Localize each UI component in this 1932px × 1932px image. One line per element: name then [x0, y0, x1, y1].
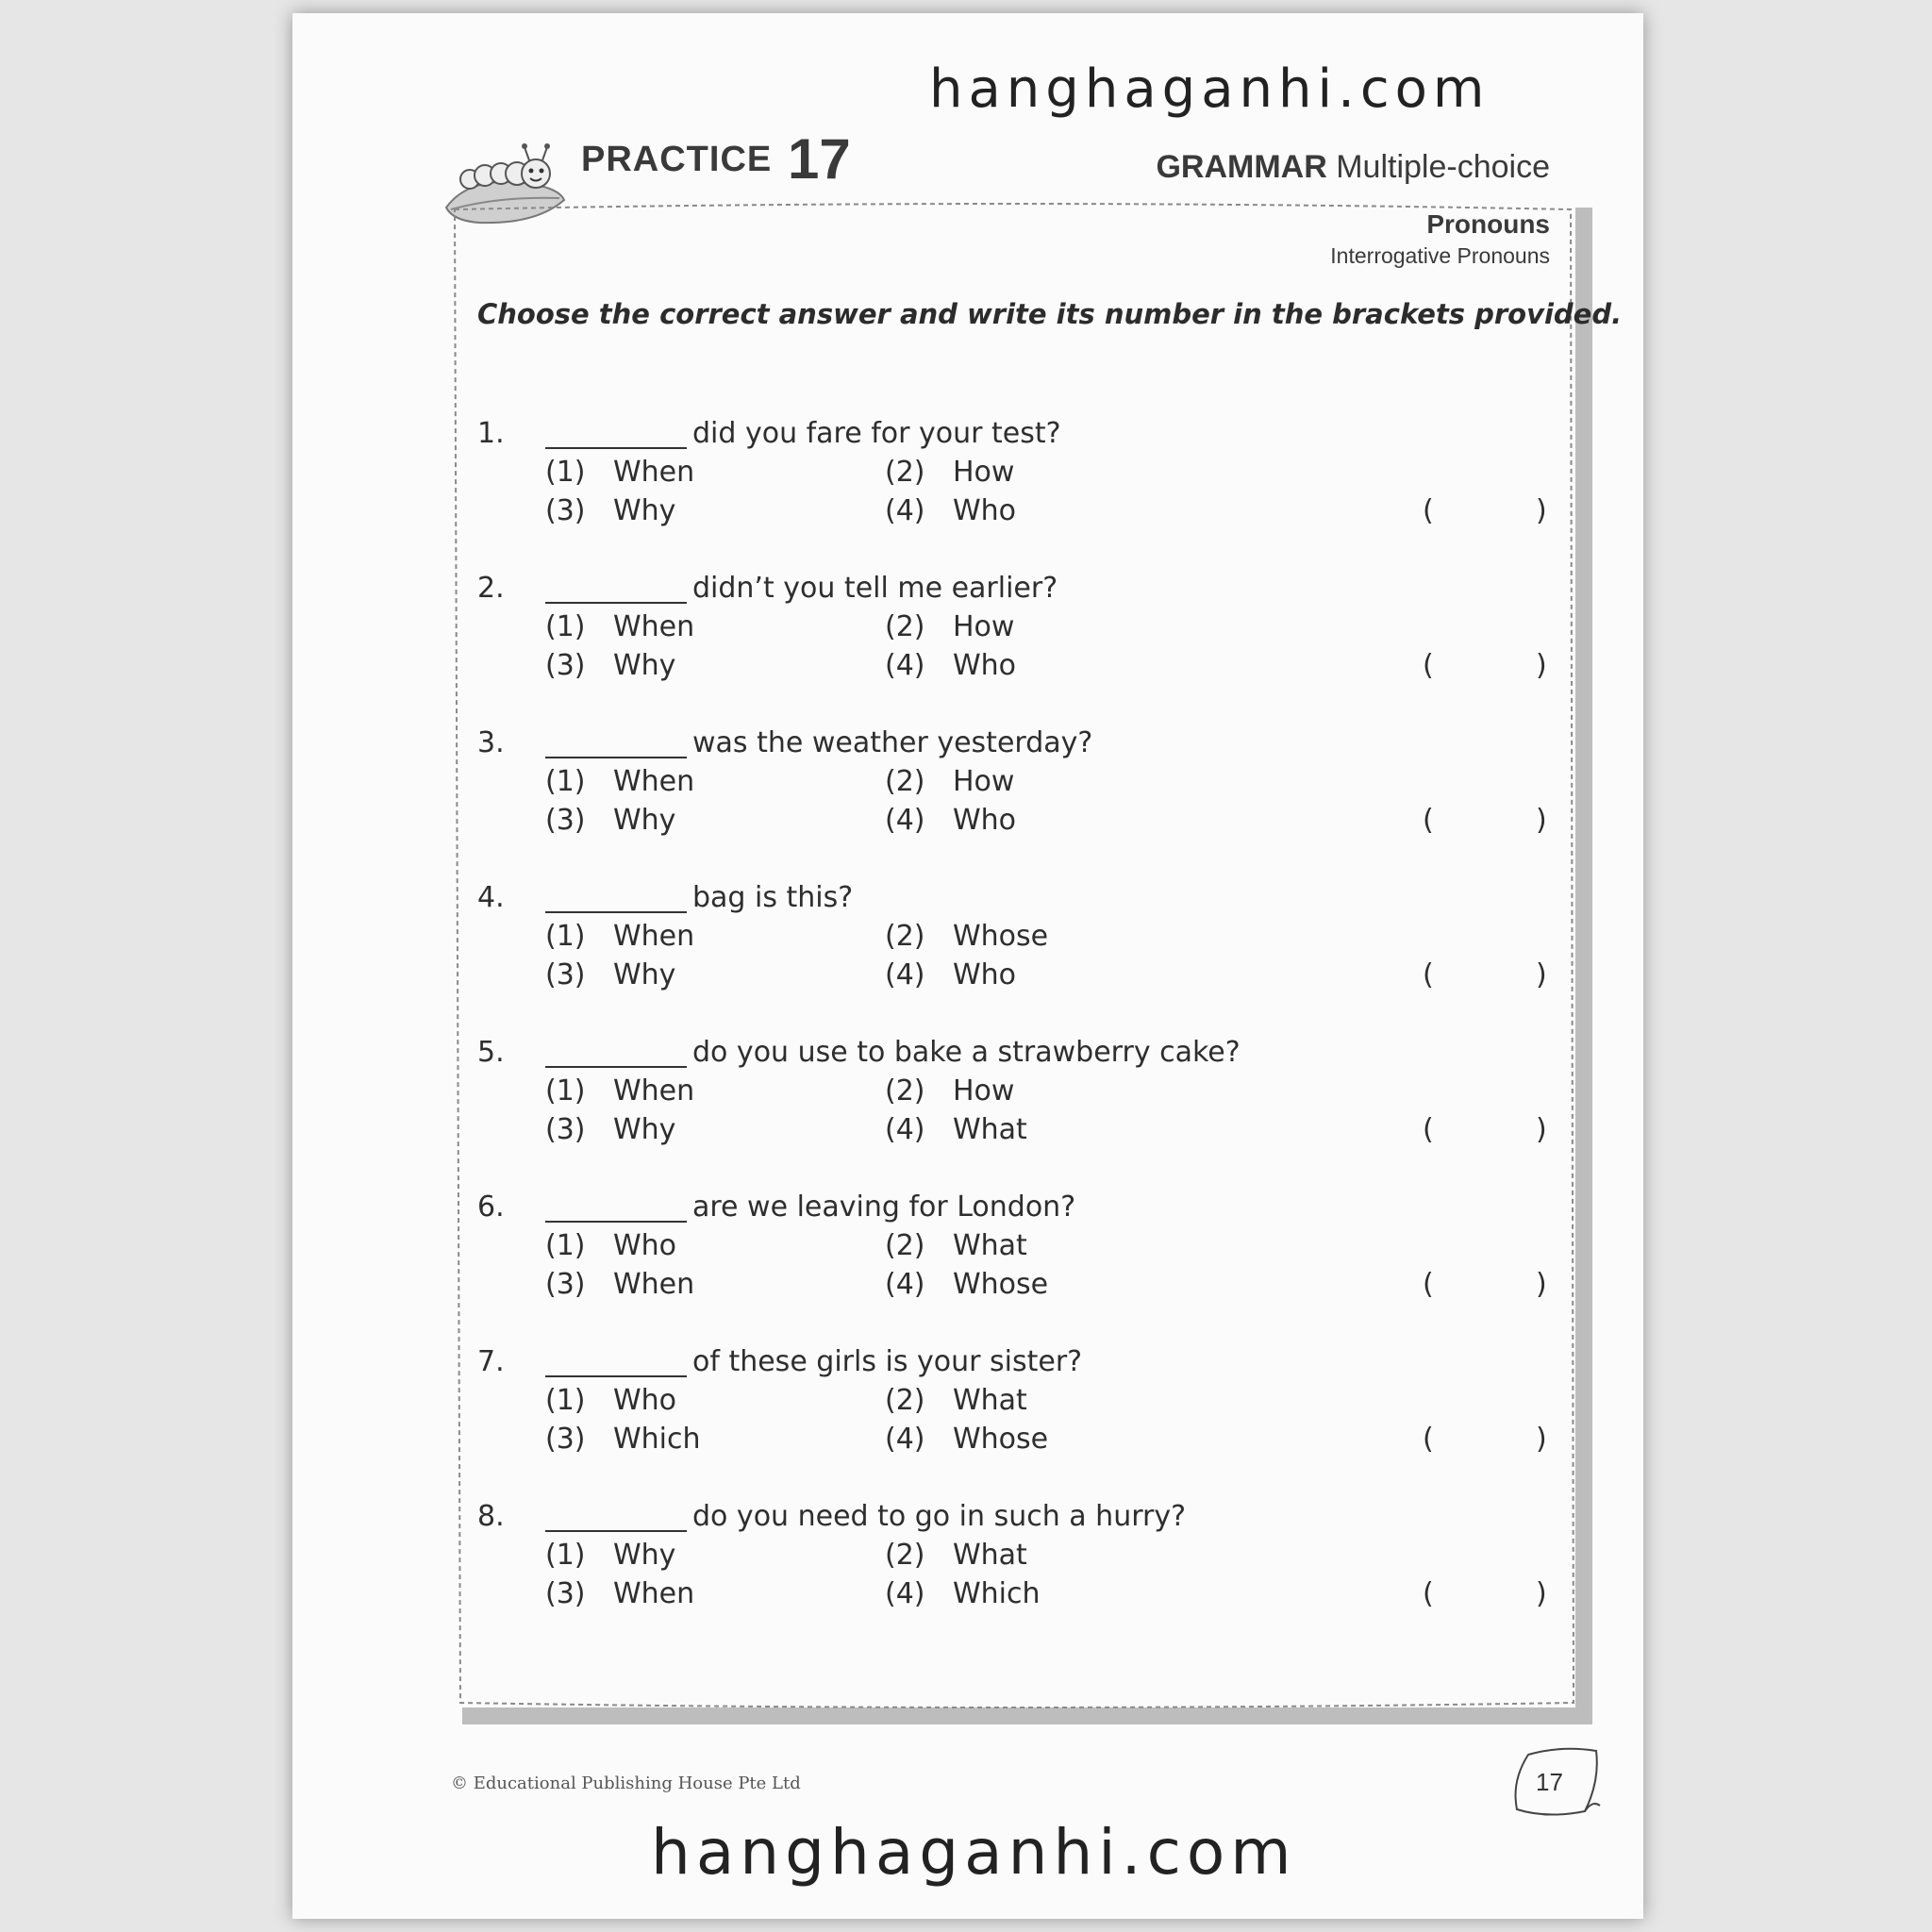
question-item — [477, 1500, 1562, 1623]
copyright-text: © Educational Publishing House Pte Ltd — [451, 1774, 801, 1793]
question-stem: bag is this? — [692, 881, 854, 914]
answer-bracket-open: ( — [1423, 1113, 1434, 1146]
question-number: 8. — [477, 1500, 505, 1533]
option-4: (4) What — [885, 1113, 1027, 1146]
answer-blank-line — [545, 1375, 687, 1377]
section-title — [1156, 149, 1550, 186]
option-4: (4) Whose — [885, 1268, 1049, 1301]
option-1: (1) When — [545, 456, 695, 489]
option-3: (3) Why — [545, 804, 676, 837]
question-item — [477, 881, 1562, 1004]
option-1: (1) When — [545, 610, 695, 643]
option-3: (3) Why — [545, 494, 676, 527]
option-2: (2) How — [885, 456, 1015, 489]
question-item — [477, 1036, 1562, 1158]
option-3: (3) Why — [545, 958, 676, 991]
answer-bracket-open: ( — [1423, 1268, 1434, 1301]
answer-bracket-open: ( — [1423, 958, 1434, 991]
question-stem: are we leaving for London? — [692, 1191, 1076, 1224]
answer-bracket-close: ) — [1536, 494, 1547, 527]
question-item — [477, 417, 1562, 540]
answer-bracket-close: ) — [1536, 804, 1547, 837]
question-item — [477, 572, 1562, 694]
answer-bracket-close: ) — [1536, 1577, 1547, 1610]
question-stem: do you need to go in such a hurry? — [692, 1500, 1187, 1533]
option-1: (1) When — [545, 1074, 695, 1108]
option-2: (2) What — [885, 1539, 1027, 1572]
option-2: (2) How — [885, 1074, 1015, 1108]
option-2: (2) What — [885, 1229, 1027, 1262]
answer-bracket-open: ( — [1423, 804, 1434, 837]
option-4: (4) Who — [885, 804, 1017, 837]
answer-bracket-open: ( — [1423, 1423, 1434, 1456]
option-3: (3) When — [545, 1577, 695, 1610]
section-title-rest: Multiple-choice — [1336, 149, 1550, 185]
topic-title: Pronouns — [1426, 209, 1550, 239]
answer-bracket-close: ) — [1536, 649, 1547, 682]
answer-bracket-open: ( — [1423, 1577, 1434, 1610]
answer-bracket-close: ) — [1536, 1268, 1547, 1301]
answer-blank-line — [545, 911, 687, 913]
answer-bracket-close: ) — [1536, 1113, 1547, 1146]
answer-bracket-close: ) — [1536, 1423, 1547, 1456]
question-item — [477, 1191, 1562, 1313]
option-4: (4) Which — [885, 1577, 1041, 1610]
section-title-bold: GRAMMAR — [1156, 149, 1327, 185]
practice-label: PRACTICE — [581, 140, 773, 179]
page-number: 17 — [1536, 1768, 1563, 1796]
question-number: 5. — [477, 1036, 505, 1069]
answer-blank-line — [545, 757, 687, 758]
question-stem: didn’t you tell me earlier? — [692, 572, 1058, 605]
option-2: (2) Whose — [885, 920, 1049, 953]
option-2: (2) How — [885, 765, 1015, 798]
question-stem: of these girls is your sister? — [692, 1345, 1083, 1378]
option-1: (1) Why — [545, 1539, 676, 1572]
option-1: (1) Who — [545, 1229, 677, 1262]
answer-blank-line — [545, 1221, 687, 1223]
watermark-bottom: hanghaganhi.com — [651, 1816, 1297, 1889]
question-stem: did you fare for your test? — [692, 417, 1061, 450]
option-3: (3) Why — [545, 649, 676, 682]
answer-bracket-close: ) — [1536, 958, 1547, 991]
option-4: (4) Who — [885, 649, 1017, 682]
option-2: (2) What — [885, 1384, 1027, 1417]
answer-blank-line — [545, 447, 687, 449]
question-item — [477, 726, 1562, 849]
option-2: (2) How — [885, 610, 1015, 643]
topic-block — [1330, 209, 1550, 269]
option-3: (3) Which — [545, 1423, 701, 1456]
question-number: 6. — [477, 1191, 505, 1224]
option-1: (1) Who — [545, 1384, 677, 1417]
option-1: (1) When — [545, 765, 695, 798]
topic-subtitle: Interrogative Pronouns — [1330, 243, 1550, 268]
option-4: (4) Who — [885, 958, 1017, 991]
answer-blank-line — [545, 1066, 687, 1068]
question-number: 4. — [477, 881, 505, 914]
watermark-top: hanghaganhi.com — [929, 58, 1491, 120]
question-number: 2. — [477, 572, 505, 605]
instruction-text: Choose the correct answer and write its number in the brackets provided. — [477, 298, 1623, 330]
option-1: (1) When — [545, 920, 695, 953]
answer-blank-line — [545, 602, 687, 604]
question-number: 3. — [477, 726, 505, 759]
answer-bracket-open: ( — [1423, 649, 1434, 682]
answer-bracket-open: ( — [1423, 494, 1434, 527]
option-4: (4) Whose — [885, 1423, 1049, 1456]
question-item — [477, 1345, 1562, 1468]
option-4: (4) Who — [885, 494, 1017, 527]
question-number: 7. — [477, 1345, 505, 1378]
option-3: (3) When — [545, 1268, 695, 1301]
question-number: 1. — [477, 417, 505, 450]
question-stem: do you use to bake a strawberry cake? — [692, 1036, 1241, 1069]
practice-number: 17 — [788, 127, 851, 191]
question-stem: was the weather yesterday? — [692, 726, 1093, 759]
option-3: (3) Why — [545, 1113, 676, 1146]
answer-blank-line — [545, 1530, 687, 1532]
